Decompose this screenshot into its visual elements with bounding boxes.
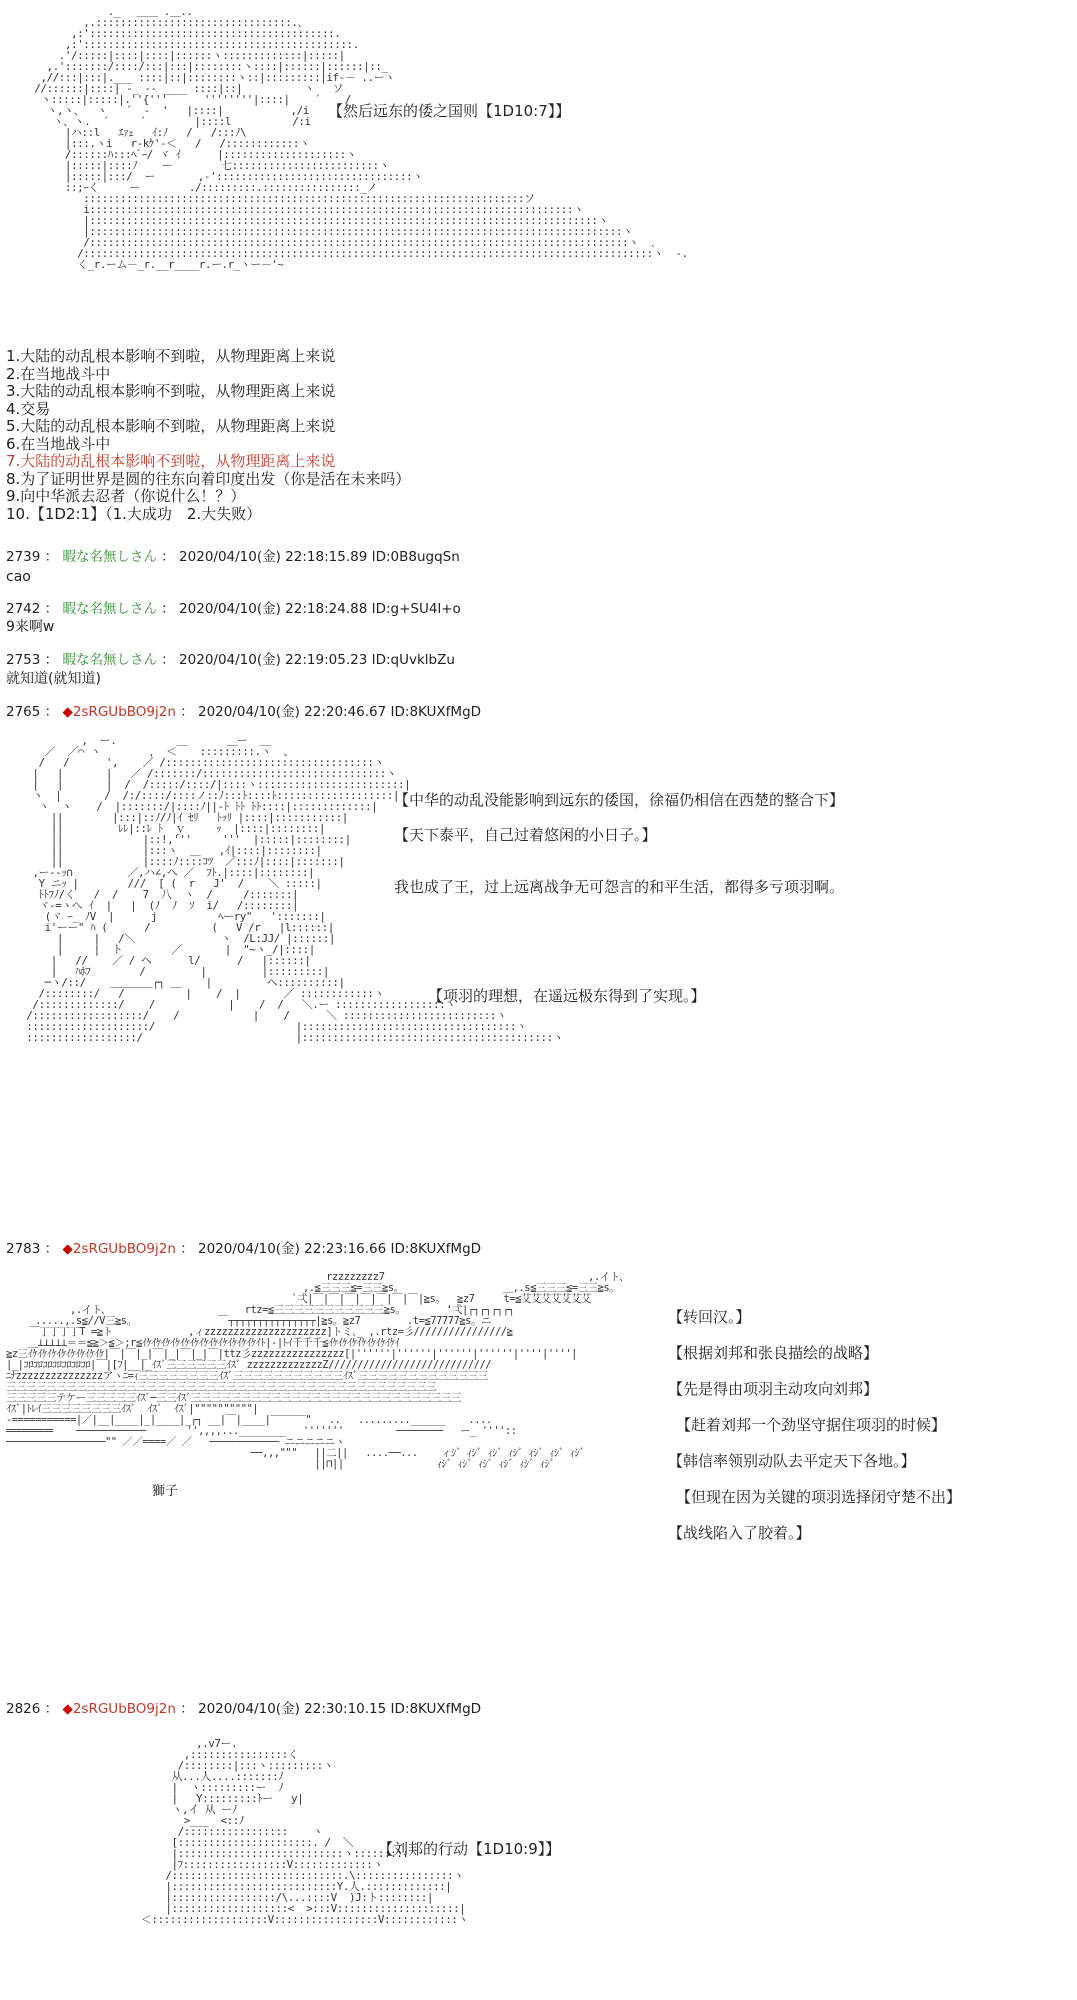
- list-item: 2.在当地战斗中: [6, 364, 111, 383]
- ascii-art-fortress: rzzzzzzzz7 ,.イト、 ,.≦三三三≦=三三≧s。 ＿,.s≦三三三≦=三三≧s。 `弌|￣|￣|￣|￣|￣|￣|￣|≧s。 ≧z7 t=≦艾艾艾艾艾艾艾 ,.イト、 rtz=≦三三三三三三三三三三三≧s。 ‘弌|┌┐┌┐┌┐┌┐ .....,.s≦//V三≧s。 ￣┬┬┬┬┬┬┬┬┬┬┬┬┬┬┬|≧s。≧z7 .t=≦77777≧s。ニ ￣丁丁丁丁T =≧ト ,ィzzzzzzzzzzzzzzzzzzzzz]トミ､_ ,.rtz=彡////////////////≧ ＿⊥⊥⊥⊥⊥＝＝≦≧＞≦＞;r≦ｲｹｲｹｲｹｲｹｲｹｲｹｲｹｲｹｲｹｲｹｲｹｲｹｲﾄ|‐|ﾄｲ千千千≦ｲｹｲｹｲｹｲｹｲｹｲｹｲｹｲ ≧z三ｲｹｲｹｲｹｲｹｲｹｲｹｲｹｲｹ|￣|￣|_|￣|_|￣|_|￣|ttz彡zzzzzzzzzzzzzzzz[|''''''|''''''|''''''|''''''|''''|''''| |_|ｺﾛｺﾛｺﾛｺﾛｺﾛｺﾛｺﾛ|￣|[ﾌ|__|_ｲｽﾞ三三三三三三ｲｽﾞ zzzzzzzzzzzzzZ//////////////////////////// ﾆﾅzzzzzzzzzzzzzzzアヽﾆ=ｨ三三三三三三三三ｲｽﾞ三三三三三三三三三三三ｲｽﾞ三三三三三三三三三三三三三 三三三三三三三三三三三三三三三三三三三三三三三三三三三三三三三三三三三三三三三三三三三 三三三三三テケー三三三三三ｲｽﾞ─三三ｲｽﾞ三三三三三三三三三三三三三三三三三三三三三三三三三三三 ｲｽﾞ|ﾄﾚｲ三三三三三三三三ｲｽﾞ ｲｽﾞ ｲｽﾞ|""""""""""| -===========|／|__|____|_|____|_┌┐ __|￣|____|‾‾‾‾‾‾" .. .........______ .... ════════ ──────────── '',,,,...________ ''''''' ──────── ー_ '''':: ─────────────────"" ／／====／ ／ ──────────── ニニニニニヽ ──,,,""" ||二|| ....──... ィｼﾞ ｨｼﾞ ｨｼﾞ ｨｼﾞ ｨｼﾞ ｨｼﾞ ｨｼﾞ ||⊓|| ｨｼﾞ ｨｼﾞ ｨｼﾞ ｨｼﾞ ｨｼﾞ ｨｼﾞ: [6, 1271, 629, 1470]
- ascii-art-xiang-yu: , ー. ＿ー ＿ ／ ／⌒ ヽ ， ＜￣ :::::::::.ヽ 、 / / ', ／ /::::::::::::::::::::::::::::::::::ヽ | | | ／ /:::::::/::::::::::::::::::::::::::::::ヽ | | | / /:::::/::::/|::::ヽ::::::::::::::::::::::::| ヽ | / /:/::::/::::ノ::ﾉ:::ﾄ::::ﾄ:::::::::::::::::::| ヽ ヽ / |:::::::/|::::ﾉ||‐ﾄ ﾄﾄ ﾄﾄ::::|:::::::::::::| || |:::|::ﾉ/ﾉ|ｲ ｾﾘ ﾄｯﾘ |::::|:::::::::::| || ﾚﾚ|::ﾚ ﾄ ｙ ｯ |::::|::::::::| || |::!,''' ''' |:::::|::::::::| || |:::ヽ ＿ ,ｲ|::::|::::::::| || |::::ﾉ::::ｺﾂ ／:::ﾉ|::::|:::::::| ,ー--ｯ∩ ／,ハ∠,ヘ ／ ﾌﾄ.|::::|::::::::| Y ニｯ | /// [ ( r J' / ＼ :::::| ﾄﾄﾌﾉ/く / / 7 八 ヽ / /:::::::| ヾ-=ヽへ ｲ | | (ﾉ ﾉ ｿ i/ /::::::::| (ヾ ｰ_ ﾉV | j ﾍーry" ':::::::| i'ーー" ﾊ ( / ( V /r |l::::::| | | /＼ ヽ /L:JJ/ |::::::| | | ト ／ | "~ヽ_/|::::| | // ／ / ヘ l/ / |::::::| | ﾊﾎﾌ / | |:::::::::| ─ヽ/::/ ＿＿＿＿┌┐ ＿ | ヘ::::::::::| /::::::::/ / | / | ／ ::::::::::::ヽ /:::::::::::::/ / | / / ＼.ー ::::::::::::::::::ヽ /::::::::::::::::::/ / | / ＼ :::::::::::::::::::::::::ヽ ::::::::::::::::::::/ |:::::::::::::::::::::::::::::::::::ヽ ::::::::::::::::::/ |:::::::::::::::::::::::::::::::::::::::::ヽ: [26, 734, 564, 1044]
- poster-id[interactable]: ID:qUvklbZu: [371, 652, 455, 668]
- annotation: 【天下泰平，自己过着悠闲的小日子。】: [394, 826, 657, 844]
- post-number[interactable]: 2765: [6, 704, 41, 720]
- poster-trip: 2sRGUbBO9j2n: [72, 704, 176, 720]
- poster-id[interactable]: ID:g+SU4l+o: [371, 601, 461, 617]
- post-date: 2020/04/10(金) 22:23:16.66: [198, 1241, 387, 1257]
- list-item: 9.向中华派去忍者（你说什么！？）: [6, 487, 246, 505]
- list-item: 6.在当地战斗中: [6, 434, 111, 453]
- post-number[interactable]: 2826: [6, 1701, 41, 1717]
- ascii-art-liu-bang: ,.v7ー. ,::::::::::::::::く /::::::::|:::ヽ:::::::::ヽ 从...人....:::::::ﾉ | ヽ:::::::::ー ﾉ | Y:::::::::ﾄー y| ヽ,イ 从 ーﾉ >___ <::ﾉ /::::::::::::::::: ヽ [::::::::::::::::::::::. / ＼ |:::::::::::::::::::::::::::ヽ:::::::::ヽ |ﾌ:::::::::::::::::V:::::::::::::ヽ /::::::::::::::::::::::::::::.\::::::::::::::::ヽ |:::::::::::::::::::::::::::Y.人.:::::::::::::| |:::::::::::::::::/\...::::V )J:ト::::::::| |:::::::::::::::::::< >:::V::::::::::::::::::::| ＜:::::::::::::::::::V:::::::::::::::::V::::::::::::ヽ: [140, 1737, 468, 1926]
- annotation: 【战线陷入了胶着。】: [668, 1524, 811, 1542]
- post-header: 2783 ： ◆2sRGUbBO9j2n ： 2020/04/10(金) 22:23:16.66 ID:8KUXfMgD: [6, 1241, 482, 1257]
- list-item: 8.为了证明世界是圆的往东向着印度出发（你是活在未来吗）: [6, 469, 411, 488]
- list-item: 3.大陆的动乱根本影响不到啦，从物理距离上来说: [6, 382, 336, 400]
- post-number[interactable]: 2739: [6, 549, 41, 565]
- annotation: 【韩信率领别动队去平定天下各地。】: [668, 1452, 916, 1470]
- diamond-icon: ◆: [62, 1701, 73, 1717]
- poster-trip: 2sRGUbBO9j2n: [72, 1241, 176, 1257]
- post-header: 2753 ： 暇な名無しさん ： 2020/04/10(金) 22:19:05.23 ID:qUvklbZu: [6, 652, 455, 668]
- caption-1: 【然后远东的倭之国则【1D10:7】】: [328, 102, 571, 120]
- annotation: 【赶着刘邦一个劲坚守据住项羽的时候】: [676, 1416, 947, 1434]
- poster-name: 暇な名無しさん: [62, 601, 157, 617]
- diamond-icon: ◆: [62, 1241, 73, 1257]
- diamond-icon: ◆: [62, 704, 73, 720]
- list-item: 5.大陆的动乱根本影响不到啦，从物理距离上来说: [6, 417, 336, 435]
- poster-name: 暇な名無しさん: [62, 652, 157, 668]
- list-item: 4.交易: [6, 399, 51, 418]
- post-number[interactable]: 2753: [6, 652, 41, 668]
- post-number[interactable]: 2783: [6, 1241, 41, 1257]
- annotation: 【项羽的理想，在遥远极东得到了实现。】: [428, 987, 706, 1005]
- poster-id[interactable]: ID:8KUXfMgD: [390, 1241, 482, 1257]
- post-body: cao: [6, 569, 31, 585]
- poster-id[interactable]: ID:8KUXfMgD: [390, 1701, 482, 1717]
- ascii-art-character-1: ._ ＿＿ .＿.. ,.::::::::::::::::::::::::::::::::.、 ,:'::::::::::::::::::::::::::::::::::::::::. ,:'::::::::::::::::::::::::::::::::::::::::::::. .'/:::::|::::|::::|::::::ヽ:::::::::::::|:::::| ,.':::::::/::::/:::|:::|::::::::ヽ::::|::::::|::::::|::_ ,//:::|:::|.___ ::::|::|::::::::ヽ::|:::::::::|if‐－ ..ーヽ //::::::|::::| -_ ‐‐ ____ ::::|::| ヽ ソ ヽ:::::|:::::|.''{''' ''''''''|::::| ´ / ヽ,ヽ、 ヽ ´ - ' |::::| ,/i ヽ、ヽ. ´ ´ |::::l /:i |ハ::l ｴｧｪ ｲ:ﾉ / /:::ﾉ\ |:::.ヽi r-kｹ'-＜ / /::::::::::::ヽ /::::::ﾊ:::ﾍﾞｰ/ ヾ ｲ |::::::::::::::::::::ヽ |:::::|::::ﾉ ー 七::::::::::::::::::::::::ヽ |:::::|:::/ ー ,-'::::::::::::::::::::::::::::::::ヽ ::;ｰく ー ./:::::::::.::::::::::::::::_ノ ::::::::::::::::::::::::::::::::::::::::::::::::::::::::::::::::::::::::ソ i:::::::::::::::::::::::::::::::::::::::::::::::::::::::::::::::::::::::::::::::ヽ |:::::::::::::::::::::::::::::::::::::::::::::::::::::::::::::::::::::::::::::::::::ヽ |:::::::::::::::::::::::::::::::::::::::::::::::::::::::::::::::::::::::::::::::::::::::ヽ /::::::::::::::::::::::::::::::::::::::::::::::::::::::::::::::::::::::::::::::::::::::::ヽ ､ /:::::::::::::::::::::::::::::::::::::::::::::::::::::::::::::::::::::::::::::::::::::::::::::ヽ -. く_r.ーム－_r.__r____r.ー.r_ヽー－'~: [34, 5, 688, 271]
- outcome-list: [6, 348, 410, 523]
- list-item: 1.大陆的动乱根本影响不到啦，从物理距离上来说: [6, 347, 336, 365]
- post-header: 2739 ： 暇な名無しさん ： 2020/04/10(金) 22:18:15.89 ID:0B8ugqSn: [6, 549, 460, 565]
- list-item: 10.【1D2:1】（1.大成功 2.大失败）: [6, 504, 262, 523]
- poster-name: 暇な名無しさん: [62, 549, 157, 565]
- banner-sign: 獅子: [152, 1484, 179, 1499]
- post-header: 2742 ： 暇な名無しさん ： 2020/04/10(金) 22:18:24.88 ID:g+SU4l+o: [6, 601, 461, 617]
- poster-id[interactable]: ID:0B8ugqSn: [371, 549, 460, 565]
- post-header: 2826 ： ◆2sRGUbBO9j2n ： 2020/04/10(金) 22:30:10.15 ID:8KUXfMgD: [6, 1701, 482, 1717]
- list-item-selected: 7.大陆的动乱根本影响不到啦，从物理距离上来说: [6, 452, 336, 470]
- annotation: 【但现在因为关键的项羽选择闭守楚不出】: [676, 1488, 962, 1506]
- poster-trip: 2sRGUbBO9j2n: [72, 1701, 176, 1717]
- annotation: 【先是得由项羽主动攻向刘邦】: [668, 1380, 879, 1398]
- post-date: 2020/04/10(金) 22:19:05.23: [179, 652, 368, 668]
- post-date: 2020/04/10(金) 22:20:46.67: [198, 704, 387, 720]
- post-body: 就知道(就知道): [6, 671, 101, 687]
- post-number[interactable]: 2742: [6, 601, 41, 617]
- poster-id[interactable]: ID:8KUXfMgD: [390, 704, 482, 720]
- annotation: 【中华的动乱没能影响到远东的倭国，徐福仍相信在西楚的整合下】: [394, 791, 845, 809]
- annotation: 【根据刘邦和张良描绘的战略】: [668, 1344, 879, 1362]
- post-header: 2765 ： ◆2sRGUbBO9j2n ： 2020/04/10(金) 22:20:46.67 ID:8KUXfMgD: [6, 704, 482, 720]
- post-date: 2020/04/10(金) 22:30:10.15: [198, 1701, 387, 1717]
- annotation: 我也成了王，过上远离战争无可怨言的和平生活，都得多亏项羽啊。: [394, 878, 845, 896]
- caption-4: 【刘邦的行动【1D10:9】】: [378, 1840, 561, 1858]
- post-body: 9来啊w: [6, 619, 55, 635]
- annotation: 【转回汉。】: [668, 1308, 751, 1326]
- post-date: 2020/04/10(金) 22:18:24.88: [179, 601, 368, 617]
- post-date: 2020/04/10(金) 22:18:15.89: [179, 549, 368, 565]
